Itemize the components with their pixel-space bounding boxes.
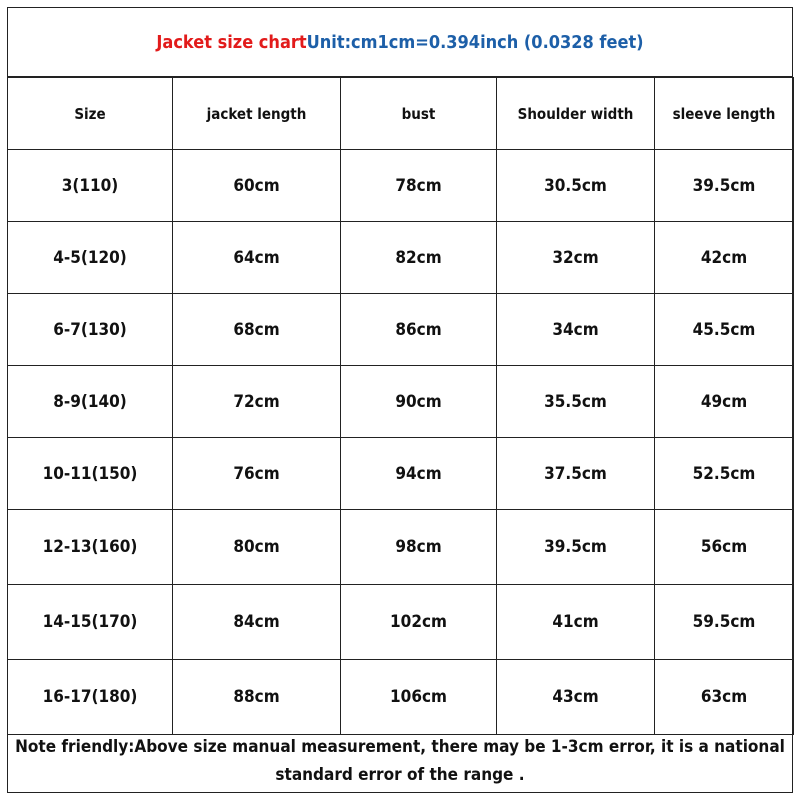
cell-size: 12-13(160) <box>8 510 173 585</box>
cell-size: 10-11(150) <box>8 438 173 510</box>
cell-jacket-length: 80cm <box>173 510 341 585</box>
cell-size: 16-17(180) <box>8 660 173 735</box>
cell-bust: 86cm <box>341 294 497 366</box>
cell-jacket-length: 76cm <box>173 438 341 510</box>
cell-shoulder-width: 39.5cm <box>497 510 655 585</box>
cell-shoulder-width: 32cm <box>497 222 655 294</box>
cell-shoulder-width: 30.5cm <box>497 150 655 222</box>
cell-bust: 82cm <box>341 222 497 294</box>
cell-jacket-length: 72cm <box>173 366 341 438</box>
table-row <box>8 438 794 510</box>
cell-shoulder-width: 41cm <box>497 585 655 660</box>
cell-bust: 106cm <box>341 660 497 735</box>
cell-size: 14-15(170) <box>8 585 173 660</box>
title-unit: Unit:cm <box>306 31 378 53</box>
measurement-note: Note friendly:Above size manual measurement, there may be 1-3cm error, it is a national standard error of the range . <box>15 737 785 785</box>
size-chart <box>7 7 793 793</box>
header-size: Size <box>8 78 173 150</box>
table-row <box>8 222 794 294</box>
table-row <box>8 366 794 438</box>
header-bust: bust <box>341 78 497 150</box>
header-sleeve-length: sleeve length <box>655 78 794 150</box>
cell-size: 4-5(120) <box>8 222 173 294</box>
cell-jacket-length: 60cm <box>173 150 341 222</box>
cell-shoulder-width: 35.5cm <box>497 366 655 438</box>
cell-sleeve-length: 52.5cm <box>655 438 794 510</box>
cell-bust: 78cm <box>341 150 497 222</box>
cell-jacket-length: 64cm <box>173 222 341 294</box>
cell-bust: 94cm <box>341 438 497 510</box>
table-row <box>8 585 794 660</box>
chart-title <box>8 8 792 77</box>
cell-shoulder-width: 34cm <box>497 294 655 366</box>
cell-shoulder-width: 43cm <box>497 660 655 735</box>
cell-bust: 98cm <box>341 510 497 585</box>
cell-sleeve-length: 39.5cm <box>655 150 794 222</box>
cell-bust: 90cm <box>341 366 497 438</box>
cell-sleeve-length: 42cm <box>655 222 794 294</box>
title-conversion: 1cm=0.394inch (0.0328 feet) <box>377 31 644 53</box>
cell-jacket-length: 68cm <box>173 294 341 366</box>
table-row <box>8 150 794 222</box>
cell-size: 3(110) <box>8 150 173 222</box>
table-row <box>8 510 794 585</box>
cell-sleeve-length: 56cm <box>655 510 794 585</box>
header-jacket-length: jacket length <box>173 78 341 150</box>
cell-bust: 102cm <box>341 585 497 660</box>
cell-sleeve-length: 45.5cm <box>655 294 794 366</box>
cell-size: 8-9(140) <box>8 366 173 438</box>
table-header-row <box>8 78 794 150</box>
cell-shoulder-width: 37.5cm <box>497 438 655 510</box>
cell-sleeve-length: 63cm <box>655 660 794 735</box>
cell-jacket-length: 84cm <box>173 585 341 660</box>
cell-size: 6-7(130) <box>8 294 173 366</box>
cell-sleeve-length: 59.5cm <box>655 585 794 660</box>
cell-sleeve-length: 49cm <box>655 366 794 438</box>
table-row <box>8 294 794 366</box>
size-table <box>7 77 794 735</box>
cell-jacket-length: 88cm <box>173 660 341 735</box>
title-main: Jacket size chart <box>156 31 307 53</box>
table-row <box>8 660 794 735</box>
header-shoulder-width: Shoulder width <box>497 78 655 150</box>
